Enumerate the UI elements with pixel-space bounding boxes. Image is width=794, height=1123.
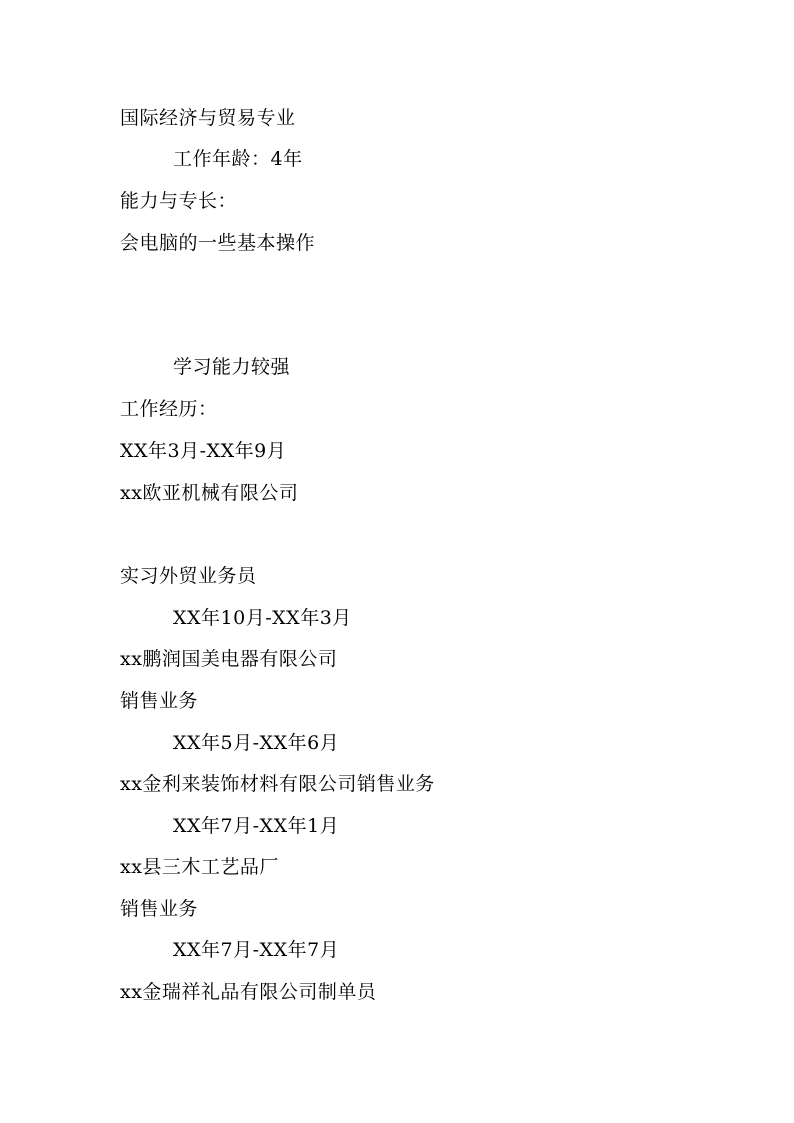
experience-company: xx鹏润国美电器有限公司 [120, 648, 338, 670]
experience-date: XX年3月-XX年9月 [120, 440, 287, 462]
experience-date: XX年7月-XX年1月 [173, 815, 340, 837]
experience-company: xx欧亚机械有限公司 [120, 482, 299, 504]
experience-role: 销售业务 [120, 898, 199, 920]
experience-company: xx县三木工艺品厂 [120, 856, 279, 878]
experience-role: 销售业务 [120, 690, 199, 712]
experience-role: 实习外贸业务员 [120, 565, 257, 587]
experience-company: xx金利来装饰材料有限公司销售业务 [120, 773, 435, 795]
experience-company: xx金瑞祥礼品有限公司制单员 [120, 981, 377, 1003]
experience-date: XX年5月-XX年6月 [173, 732, 340, 754]
work-years-line: 工作年龄：4年 [173, 148, 303, 170]
experience-date: XX年10月-XX年3月 [173, 607, 352, 629]
major-line: 国际经济与贸易专业 [120, 107, 296, 129]
skill-item: 会电脑的一些基本操作 [120, 232, 316, 254]
skills-heading: 能力与专长： [120, 190, 238, 212]
experience-date: XX年7月-XX年7月 [173, 939, 340, 961]
experience-heading: 工作经历： [120, 398, 218, 420]
skill-item: 学习能力较强 [173, 356, 291, 378]
